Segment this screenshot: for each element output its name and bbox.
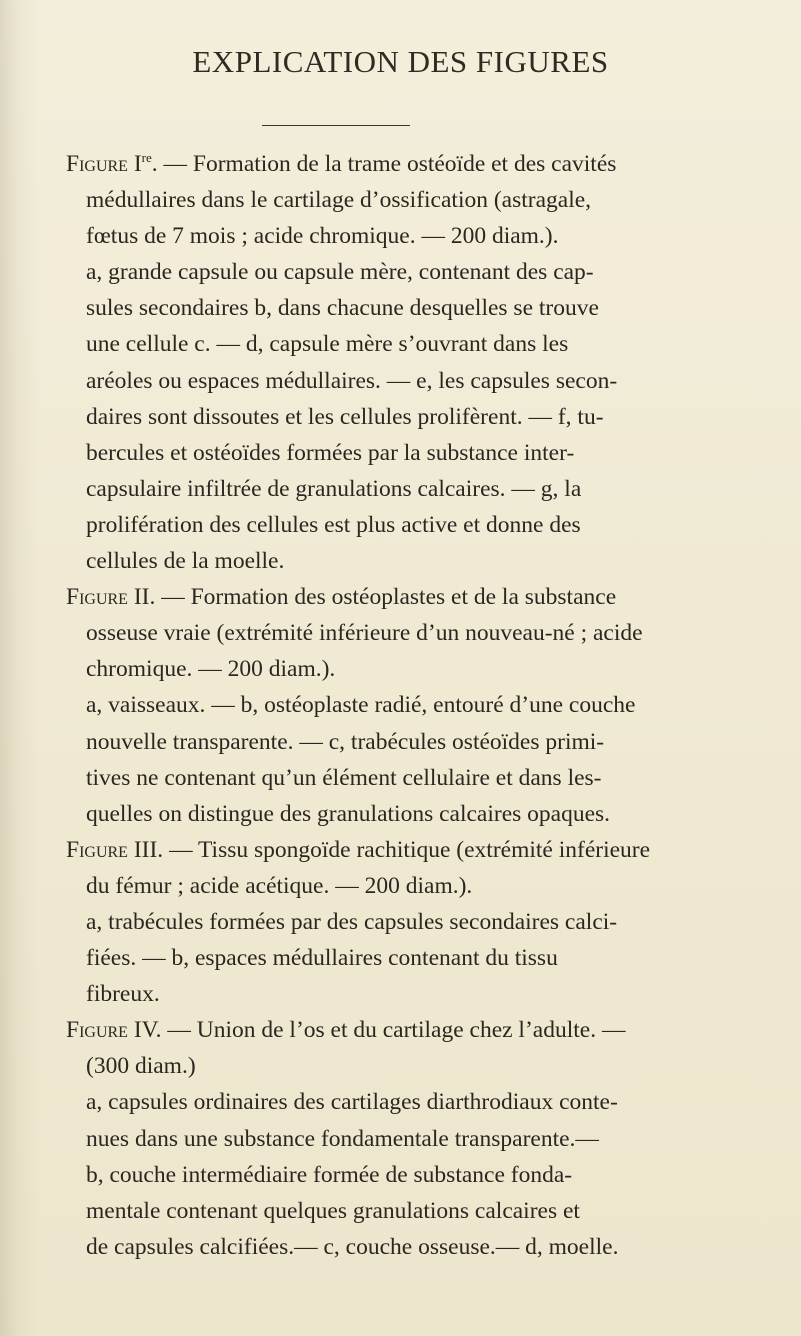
figure-4-entry <box>66 1012 766 1265</box>
figure-2-text: — Formation des ostéoplastes et de la substance <box>155 584 617 611</box>
figure-4-line-2: (300 diam.) <box>86 1053 196 1080</box>
figure-4-line-5: b, couche intermédiaire formée de substance fonda- <box>86 1161 573 1188</box>
figure-2-head: Figure <box>66 584 128 611</box>
figure-1-line-7: aréoles ou espaces médullaires. — e, les capsules secon- <box>86 367 618 394</box>
page-title: EXPLICATION DES FIGURES <box>192 44 609 79</box>
figure-1-line-2: médullaires dans le cartilage d’ossification (astragale, <box>86 187 592 214</box>
figure-1-line-4: a, grande capsule ou capsule mère, contenant des cap- <box>86 259 594 286</box>
figure-3-line-2: du fémur ; acide acétique. — 200 diam.). <box>86 872 473 899</box>
figure-2-line-1 <box>66 579 766 615</box>
figure-2-line-5: nouvelle transparente. — c, trabécules ostéoïdes primi- <box>86 728 605 755</box>
figure-4-line-7: de capsules calcifiées.— c, couche osseuse.— d, moelle. <box>86 1233 619 1260</box>
figure-4-text: — Union de l’os et du cartilage chez l’adulte. — <box>161 1017 626 1044</box>
figure-3-entry <box>66 832 766 1012</box>
figure-2-line-3: chromique. — 200 diam.). <box>86 656 336 683</box>
figure-3-line-3: a, trabécules formées par des capsules secondaires calci- <box>86 908 618 935</box>
figure-1-number <box>134 151 152 177</box>
figure-3-head: Figure <box>66 836 128 863</box>
figure-3-line-1 <box>66 832 766 868</box>
figure-4-line-1 <box>66 1012 766 1048</box>
figure-4-line-4: nues dans une substance fondamentale transparente.— <box>86 1125 599 1152</box>
figure-2-number: II. <box>133 584 156 611</box>
figure-1-number-suffix: re <box>141 150 152 165</box>
figure-2-line-6: tives ne contenant qu’un élément cellulaire et dans les- <box>86 764 602 791</box>
figure-1-line-6: une cellule c. — d, capsule mère s’ouvrant dans les <box>86 331 569 358</box>
figure-1-line-3: fœtus de 7 mois ; acide chromique. — 200 diam.). <box>86 223 559 250</box>
figure-4-head: Figure <box>66 1017 128 1044</box>
figure-2-line-7: quelles on distingue des granulations calcaires opaques. <box>86 800 611 827</box>
figure-3-text: — Tissu spongoïde rachitique (extrémité inférieure <box>163 836 651 863</box>
figure-3-line-4: fiées. — b, espaces médullaires contenant du tissu <box>86 945 558 972</box>
title-divider <box>262 125 410 126</box>
figure-1-line-8: daires sont dissoutes et les cellules prolifèrent. — f, tu- <box>86 403 604 430</box>
figure-2-entry <box>66 579 766 832</box>
figure-1-line-12: cellules de la moelle. <box>86 548 285 575</box>
figure-3-line-5: fibreux. <box>86 981 160 1008</box>
figure-4-line-6: mentale contenant quelques granulations calcaires et <box>86 1197 580 1224</box>
figure-explanations <box>66 140 766 1265</box>
figure-1-head: Figure <box>66 151 128 177</box>
figure-1-line-5: sules secondaires b, dans chacune desquelles se trouve <box>86 295 599 322</box>
figure-2-line-2: osseuse vraie (extrémité inférieure d’un nouveau-né ; acide <box>86 620 643 647</box>
figure-1-numeral: I <box>133 151 142 177</box>
figure-1-line-10: capsulaire infiltrée de granulations calcaires. — g, la <box>86 475 582 502</box>
figure-3-number: III. <box>133 836 164 863</box>
figure-1-line-9: bercules et ostéoïdes formées par la substance inter- <box>86 439 575 466</box>
figure-1-line-1 <box>66 140 766 182</box>
figure-2-line-4: a, vaisseaux. — b, ostéoplaste radié, entouré d’une couche <box>86 692 636 719</box>
figure-4-line-3: a, capsules ordinaires des cartilages diarthrodiaux conte- <box>86 1089 618 1116</box>
figure-1-text: . — Formation de la trame ostéoïde et des cavités <box>151 151 617 177</box>
figure-4-number: IV. <box>133 1017 162 1044</box>
figure-1-entry <box>66 140 766 579</box>
figure-1-line-11: prolifération des cellules est plus active et donne des <box>86 511 581 538</box>
